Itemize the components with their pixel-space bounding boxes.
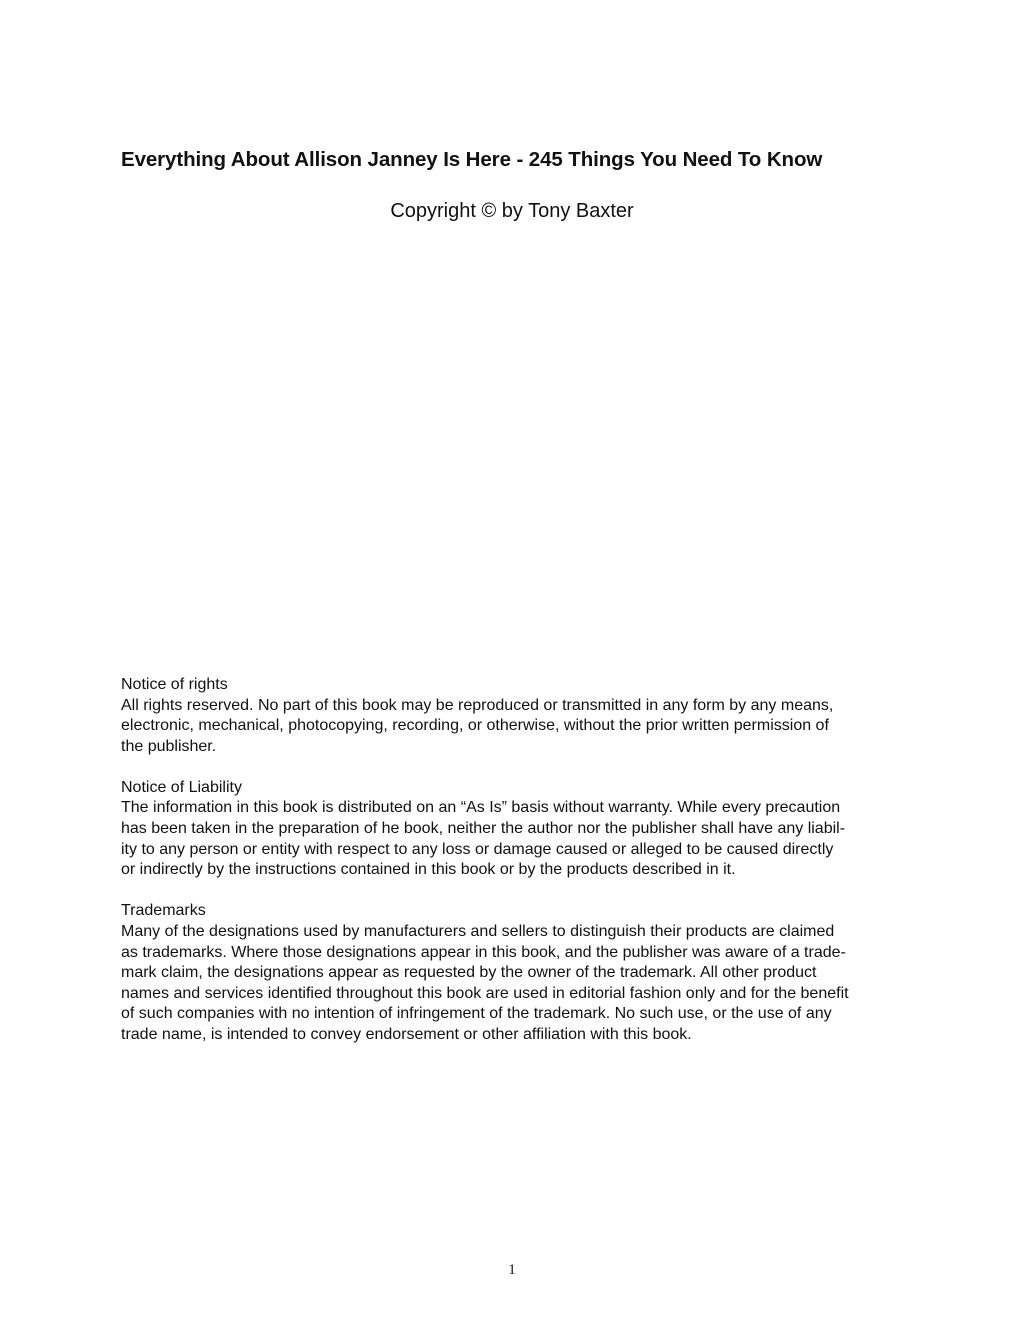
notice-body bbox=[121, 696, 911, 758]
page-number: 1 bbox=[508, 1262, 516, 1278]
book-title: Everything About Allison Janney Is Here - 245 Things You Need To Know bbox=[121, 148, 823, 171]
notice-line: has been taken in the preparation of he book, neither the author nor the publisher shall have any liabil- bbox=[121, 820, 846, 838]
notice-line: the publisher. bbox=[121, 737, 217, 755]
notice-line: of such companies with no intention of infringement of the trademark. No such use, or the use of any bbox=[121, 1005, 832, 1023]
notice-line: Many of the designations used by manufacturers and sellers to distinguish their products are claimed bbox=[121, 922, 835, 940]
notice-line: trade name, is intended to convey endorsement or other affiliation with this book. bbox=[121, 1025, 692, 1043]
notice-heading: Trademarks bbox=[121, 902, 206, 920]
notice-line: electronic, mechanical, photocopying, recording, or otherwise, without the prior written permission of bbox=[121, 717, 829, 735]
notice-line: as trademarks. Where those designations appear in this book, and the publisher was aware of a trade- bbox=[121, 943, 846, 961]
notice-body bbox=[121, 922, 911, 1046]
notice-of-rights bbox=[121, 675, 911, 757]
notice-line: or indirectly by the instructions contained in this book or by the products described in it. bbox=[121, 861, 736, 879]
notice-line: The information in this book is distributed on an “As Is” basis without warranty. While every precaution bbox=[121, 799, 841, 817]
notice-body bbox=[121, 798, 911, 880]
notice-trademarks bbox=[121, 901, 911, 1045]
notice-heading: Notice of rights bbox=[121, 676, 228, 693]
notice-line: All rights reserved. No part of this book may be reproduced or transmitted in any form by any means, bbox=[121, 696, 834, 714]
notice-heading: Notice of Liability bbox=[121, 778, 242, 796]
notice-of-liability bbox=[121, 778, 911, 881]
notice-line: mark claim, the designations appear as requested by the owner of the trademark. All other product bbox=[121, 964, 817, 982]
legal-notices bbox=[121, 675, 911, 1066]
notice-line: names and services identified throughout this book are used in editorial fashion only and for the benefit bbox=[121, 984, 849, 1002]
copyright-line: Copyright © by Tony Baxter bbox=[390, 200, 634, 222]
notice-line: ity to any person or entity with respect to any loss or damage caused or alleged to be caused directly bbox=[121, 840, 834, 858]
